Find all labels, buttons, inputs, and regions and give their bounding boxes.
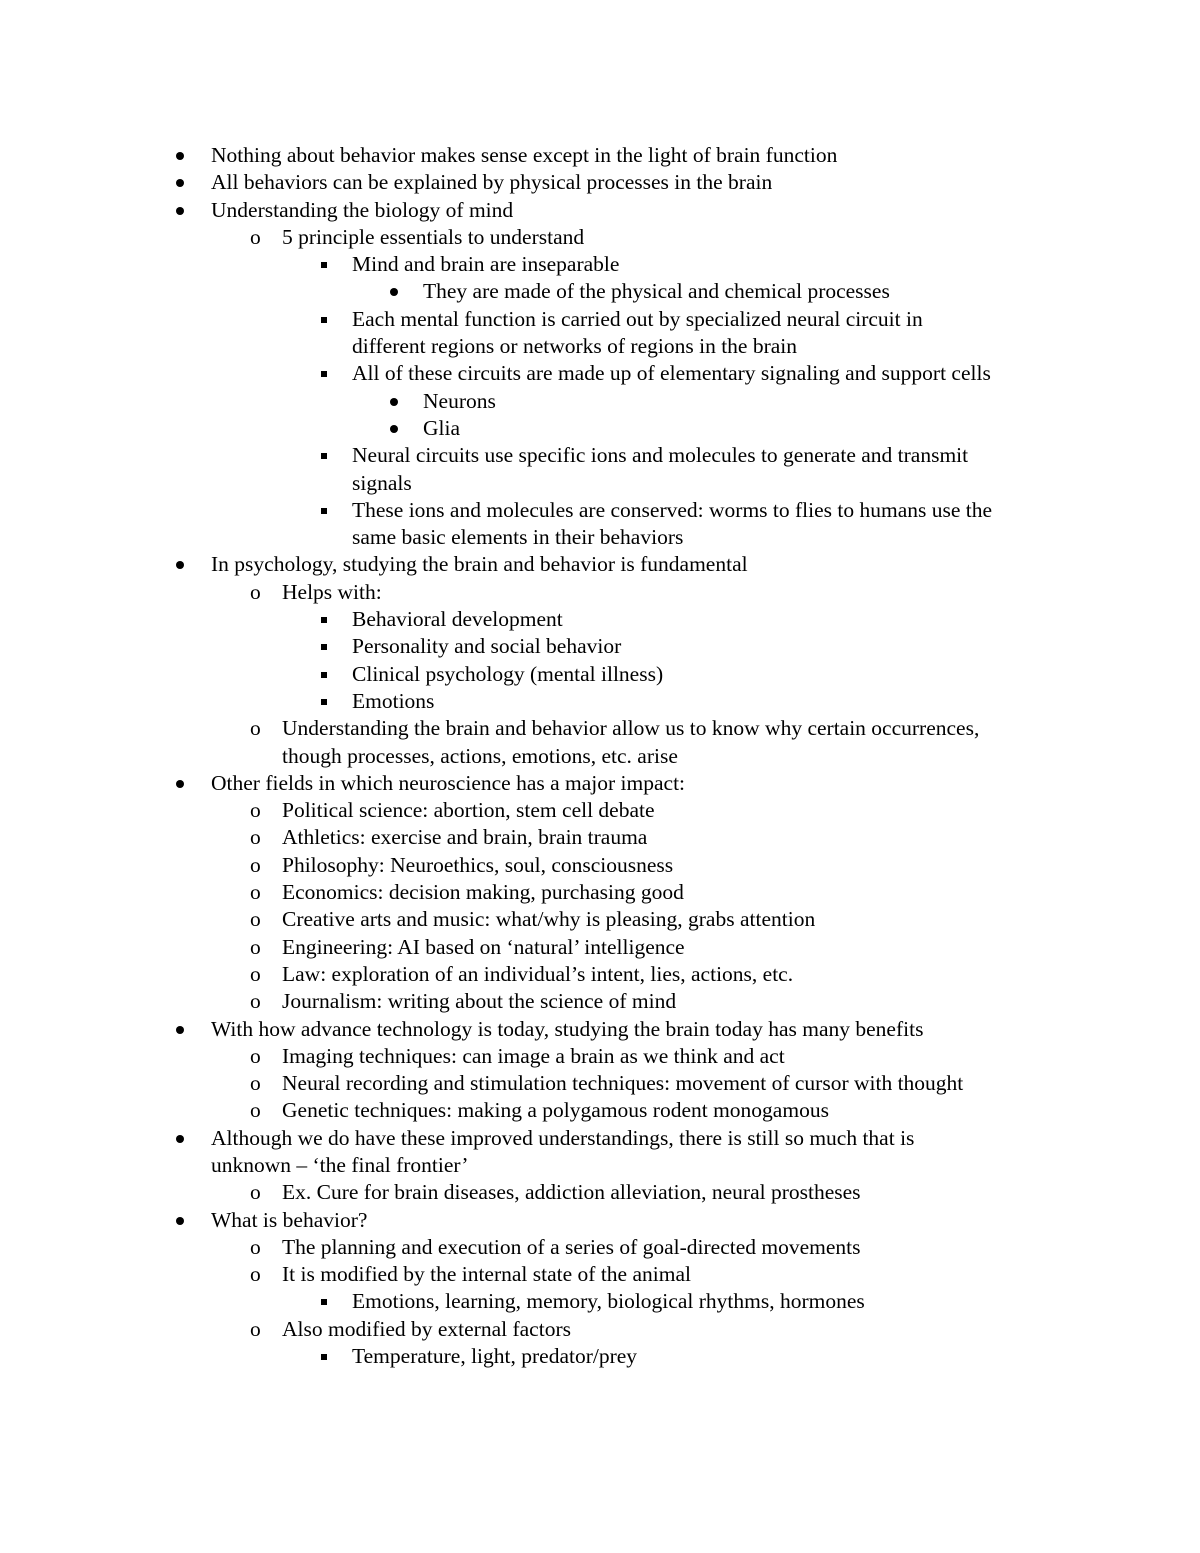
list-item-text: With how advance technology is today, studying the brain today has many benefits — [211, 1016, 924, 1041]
list-item-text: signals — [352, 470, 412, 495]
list-item — [0, 1316, 1200, 1343]
list-item — [0, 1097, 1200, 1124]
list-item — [0, 852, 1200, 879]
list-item-text: Imaging techniques: can image a brain as we think and act — [282, 1043, 785, 1068]
list-item — [0, 251, 1200, 278]
list-item-continuation — [0, 1152, 1200, 1179]
list-item — [0, 415, 1200, 442]
list-item — [0, 633, 1200, 660]
list-item — [0, 906, 1200, 933]
list-item-text: Glia — [423, 415, 461, 440]
list-item-text: Nothing about behavior makes sense except in the light of brain function — [211, 143, 838, 167]
list-item — [0, 1125, 1200, 1152]
list-item — [0, 934, 1200, 961]
list-item-text: Personality and social behavior — [352, 634, 622, 659]
list-item-text: Also modified by external factors — [282, 1316, 571, 1341]
list-item-text: All of these circuits are made up of elementary signaling and support cells — [352, 361, 991, 386]
list-item-text: They are made of the physical and chemical processes — [423, 279, 890, 304]
list-item-text: Creative arts and music: what/why is pleasing, grabs attention — [282, 907, 816, 932]
list-item-continuation — [0, 470, 1200, 497]
list-item-text: Emotions, learning, memory, biological rhythms, hormones — [352, 1289, 865, 1314]
list-item — [0, 497, 1200, 524]
list-item-text: Political science: abortion, stem cell debate — [282, 798, 655, 823]
list-item-text: different regions or networks of regions in the brain — [352, 334, 798, 359]
list-item-text: Law: exploration of an individual’s intent, lies, actions, etc. — [282, 961, 794, 986]
list-item — [0, 278, 1200, 305]
document-page — [0, 142, 1200, 1370]
list-item-text: All behaviors can be explained by physical processes in the brain — [211, 170, 773, 195]
list-item-text: Each mental function is carried out by specialized neural circuit in — [352, 306, 923, 331]
list-item-text: Neurons — [423, 388, 496, 413]
list-item — [0, 688, 1200, 715]
list-item-text: The planning and execution of a series of goal-directed movements — [282, 1234, 861, 1259]
list-item-text: Neural circuits use specific ions and molecules to generate and transmit — [352, 443, 969, 468]
list-item — [0, 142, 1200, 169]
list-item-text: Emotions — [352, 688, 435, 713]
list-item — [0, 961, 1200, 988]
list-item-text: Neural recording and stimulation techniques: movement of cursor with thought — [282, 1071, 964, 1096]
list-item — [0, 360, 1200, 387]
list-item — [0, 442, 1200, 469]
list-item-text: Clinical psychology (mental illness) — [352, 661, 664, 686]
list-item — [0, 388, 1200, 415]
list-item — [0, 1288, 1200, 1315]
list-item-text: Although we do have these improved understandings, there is still so much that is — [211, 1125, 915, 1150]
list-item-text: In psychology, studying the brain and behavior is fundamental — [211, 552, 748, 577]
list-item — [0, 661, 1200, 688]
list-item-text: Economics: decision making, purchasing good — [282, 880, 684, 905]
list-item-text: unknown – ‘the final frontier’ — [211, 1152, 469, 1177]
list-item — [0, 1179, 1200, 1206]
list-item — [0, 169, 1200, 196]
list-item — [0, 1261, 1200, 1288]
list-item-text: 5 principle essentials to understand — [282, 224, 585, 249]
list-item — [0, 1207, 1200, 1234]
list-item-continuation — [0, 743, 1200, 770]
list-item-text: Ex. Cure for brain diseases, addiction alleviation, neural prostheses — [282, 1180, 861, 1205]
list-item-text: Other fields in which neuroscience has a major impact: — [211, 770, 686, 795]
list-item-text: Genetic techniques: making a polygamous rodent monogamous — [282, 1098, 829, 1123]
list-item — [0, 797, 1200, 824]
list-item-text: Understanding the biology of mind — [211, 197, 514, 222]
list-item — [0, 197, 1200, 224]
list-item — [0, 1343, 1200, 1370]
list-item-text: Philosophy: Neuroethics, soul, consciousness — [282, 852, 674, 877]
list-item-text: though processes, actions, emotions, etc. arise — [282, 743, 678, 768]
list-item-text: same basic elements in their behaviors — [352, 525, 684, 550]
list-item — [0, 306, 1200, 333]
list-item — [0, 606, 1200, 633]
list-item-text: Engineering: AI based on ‘natural’ intelligence — [282, 934, 685, 959]
list-item — [0, 1070, 1200, 1097]
list-item — [0, 1016, 1200, 1043]
list-item — [0, 879, 1200, 906]
list-item — [0, 770, 1200, 797]
list-item — [0, 579, 1200, 606]
list-item-text: It is modified by the internal state of the animal — [282, 1262, 691, 1287]
list-item-continuation — [0, 333, 1200, 360]
list-item-text: What is behavior? — [211, 1207, 368, 1232]
list-item-text: Understanding the brain and behavior allow us to know why certain occurrences, — [282, 716, 980, 741]
list-item — [0, 1043, 1200, 1070]
list-item-text: Journalism: writing about the science of mind — [282, 989, 677, 1014]
list-item — [0, 551, 1200, 578]
list-item — [0, 224, 1200, 251]
list-item-text: Temperature, light, predator/prey — [352, 1344, 638, 1369]
list-item-text: Mind and brain are inseparable — [352, 252, 620, 277]
list-item-text: Helps with: — [282, 579, 382, 604]
list-item — [0, 1234, 1200, 1261]
list-item-continuation — [0, 524, 1200, 551]
list-item-text: Behavioral development — [352, 607, 563, 632]
list-item-text: Athletics: exercise and brain, brain trauma — [282, 825, 648, 850]
list-item-text: These ions and molecules are conserved: worms to flies to humans use the — [352, 497, 993, 522]
list-item — [0, 824, 1200, 851]
list-item — [0, 988, 1200, 1015]
list-item — [0, 715, 1200, 742]
